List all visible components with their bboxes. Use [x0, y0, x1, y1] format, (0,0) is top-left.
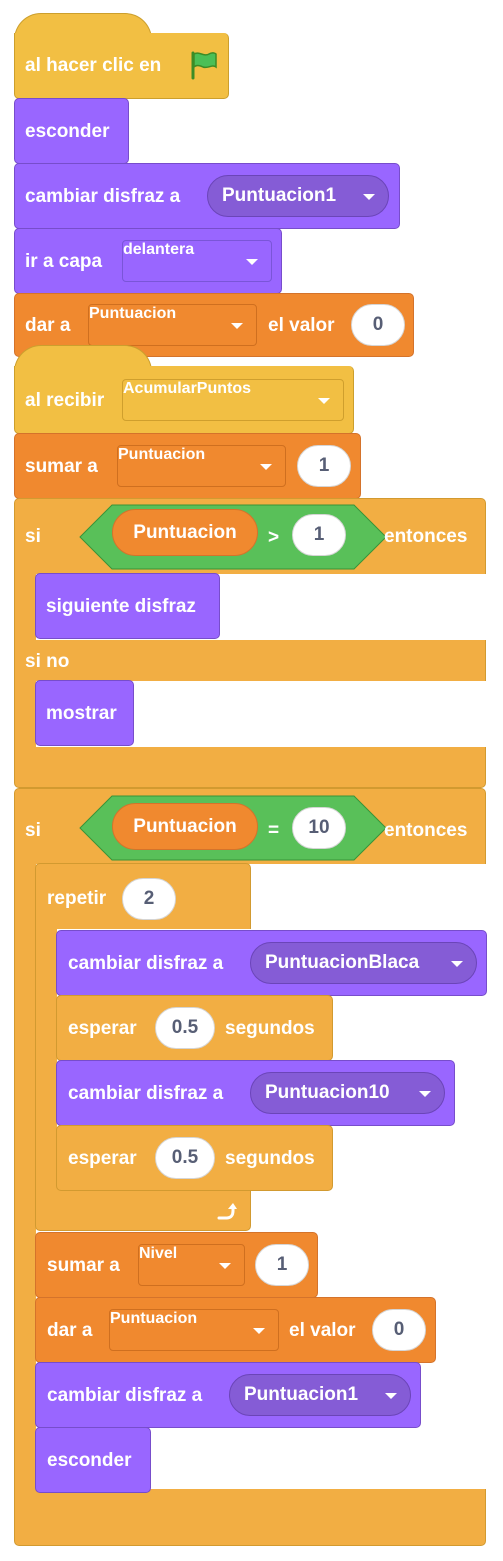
operator-symbol: > — [268, 527, 280, 548]
if-label: si — [25, 820, 41, 841]
seconds-label: segundos — [225, 1018, 315, 1039]
variable-name: Puntuacion — [110, 1310, 198, 1327]
variable-reporter[interactable] — [112, 509, 258, 556]
seconds-label: segundos — [225, 1148, 315, 1169]
go-to-layer-block[interactable] — [14, 228, 282, 294]
switch-costume-label: cambiar disfraz a — [47, 1385, 203, 1406]
costume-dropdown[interactable] — [207, 175, 389, 217]
wait-seconds: 0.5 — [171, 1017, 199, 1038]
switch-costume-block[interactable] — [56, 930, 487, 996]
set-variable-label: dar a — [47, 1320, 93, 1341]
switch-costume-label: cambiar disfraz a — [68, 1083, 224, 1104]
operator-symbol: = — [268, 820, 280, 841]
switch-costume-block[interactable] — [56, 1060, 455, 1126]
set-variable-label: dar a — [25, 315, 71, 336]
wait-seconds-input[interactable] — [155, 1007, 215, 1049]
chevron-down-icon — [231, 323, 243, 329]
variable-dropdown[interactable] — [88, 304, 257, 346]
change-by-label: sumar a — [25, 456, 98, 477]
next-costume-label: siguiente disfraz — [46, 596, 196, 617]
change-variable-block[interactable] — [14, 433, 361, 499]
costume-value: Puntuacion10 — [265, 1082, 390, 1103]
variable-name: Puntuacion — [133, 521, 237, 543]
costume-dropdown[interactable] — [250, 942, 477, 984]
else-label: si no — [25, 651, 70, 672]
repeat-label: repetir — [47, 888, 107, 909]
hide-block[interactable] — [35, 1427, 151, 1493]
chevron-down-icon — [253, 1328, 265, 1334]
switch-costume-label: cambiar disfraz a — [68, 953, 224, 974]
when-flag-label: al hacer clic en — [25, 55, 162, 76]
when-i-receive-block[interactable] — [14, 366, 354, 434]
when-flag-clicked-block[interactable] — [14, 33, 229, 99]
value-text: 0 — [393, 1319, 405, 1340]
amount-value: 1 — [318, 455, 330, 476]
loop-arrow-icon — [215, 1202, 237, 1222]
show-label: mostrar — [46, 703, 117, 724]
when-receive-label: al recibir — [25, 390, 105, 411]
message-dropdown[interactable] — [122, 379, 344, 421]
costume-dropdown[interactable] — [250, 1072, 445, 1114]
layer-value: delantera — [123, 241, 195, 258]
amount-input[interactable] — [297, 445, 351, 487]
then-label: entonces — [384, 820, 468, 841]
variable-dropdown[interactable] — [109, 1309, 279, 1351]
hide-label: esconder — [25, 121, 110, 142]
the-value-label: el valor — [289, 1320, 356, 1341]
compare-value: 10 — [308, 817, 330, 838]
the-value-label: el valor — [268, 315, 335, 336]
chevron-down-icon — [219, 1263, 231, 1269]
chevron-down-icon — [385, 1393, 397, 1399]
variable-dropdown[interactable] — [138, 1244, 245, 1286]
change-variable-block[interactable] — [35, 1232, 318, 1298]
message-value: AcumularPuntos — [123, 380, 252, 397]
compare-value-input[interactable] — [292, 514, 346, 556]
wait-label: esperar — [68, 1148, 137, 1169]
variable-name: Nivel — [139, 1245, 178, 1262]
chevron-down-icon — [246, 259, 258, 265]
wait-seconds-input[interactable] — [155, 1137, 215, 1179]
green-flag-icon — [187, 50, 219, 80]
compare-value-input[interactable] — [292, 807, 346, 849]
go-to-layer-label: ir a capa — [25, 251, 103, 272]
wait-label: esperar — [68, 1018, 137, 1039]
wait-seconds: 0.5 — [171, 1147, 199, 1168]
hide-label: esconder — [47, 1450, 132, 1471]
variable-name: Puntuacion — [118, 446, 206, 463]
chevron-down-icon — [419, 1091, 431, 1097]
variable-name: Puntuacion — [133, 815, 237, 837]
costume-value: Puntuacion1 — [222, 185, 337, 206]
chevron-down-icon — [451, 961, 463, 967]
amount-input[interactable] — [255, 1244, 309, 1286]
amount-value: 1 — [276, 1254, 288, 1275]
variable-name: Puntuacion — [89, 305, 177, 322]
switch-costume-label: cambiar disfraz a — [25, 186, 181, 207]
repeat-count: 2 — [143, 888, 155, 909]
costume-value: Puntuacion1 — [244, 1384, 359, 1405]
variable-dropdown[interactable] — [117, 445, 286, 487]
compare-value: 1 — [313, 524, 325, 545]
show-block[interactable] — [35, 680, 134, 746]
value-text: 0 — [372, 314, 384, 335]
chevron-down-icon — [363, 194, 375, 200]
chevron-down-icon — [260, 464, 272, 470]
hide-block[interactable] — [14, 98, 129, 164]
costume-value: PuntuacionBlaca — [265, 952, 420, 973]
chevron-down-icon — [318, 398, 330, 404]
layer-dropdown[interactable] — [122, 240, 272, 282]
repeat-count-input[interactable] — [122, 878, 176, 920]
costume-dropdown[interactable] — [229, 1374, 411, 1416]
change-by-label: sumar a — [47, 1255, 120, 1276]
wait-block[interactable] — [56, 995, 333, 1061]
switch-costume-block[interactable] — [14, 163, 400, 229]
set-variable-block[interactable] — [35, 1297, 436, 1363]
variable-reporter[interactable] — [112, 803, 258, 850]
if-label: si — [25, 526, 41, 547]
next-costume-block[interactable] — [35, 573, 220, 639]
value-input[interactable] — [351, 304, 405, 346]
wait-block[interactable] — [56, 1125, 333, 1191]
value-input[interactable] — [372, 1309, 426, 1351]
then-label: entonces — [384, 526, 468, 547]
switch-costume-block[interactable] — [35, 1362, 421, 1428]
